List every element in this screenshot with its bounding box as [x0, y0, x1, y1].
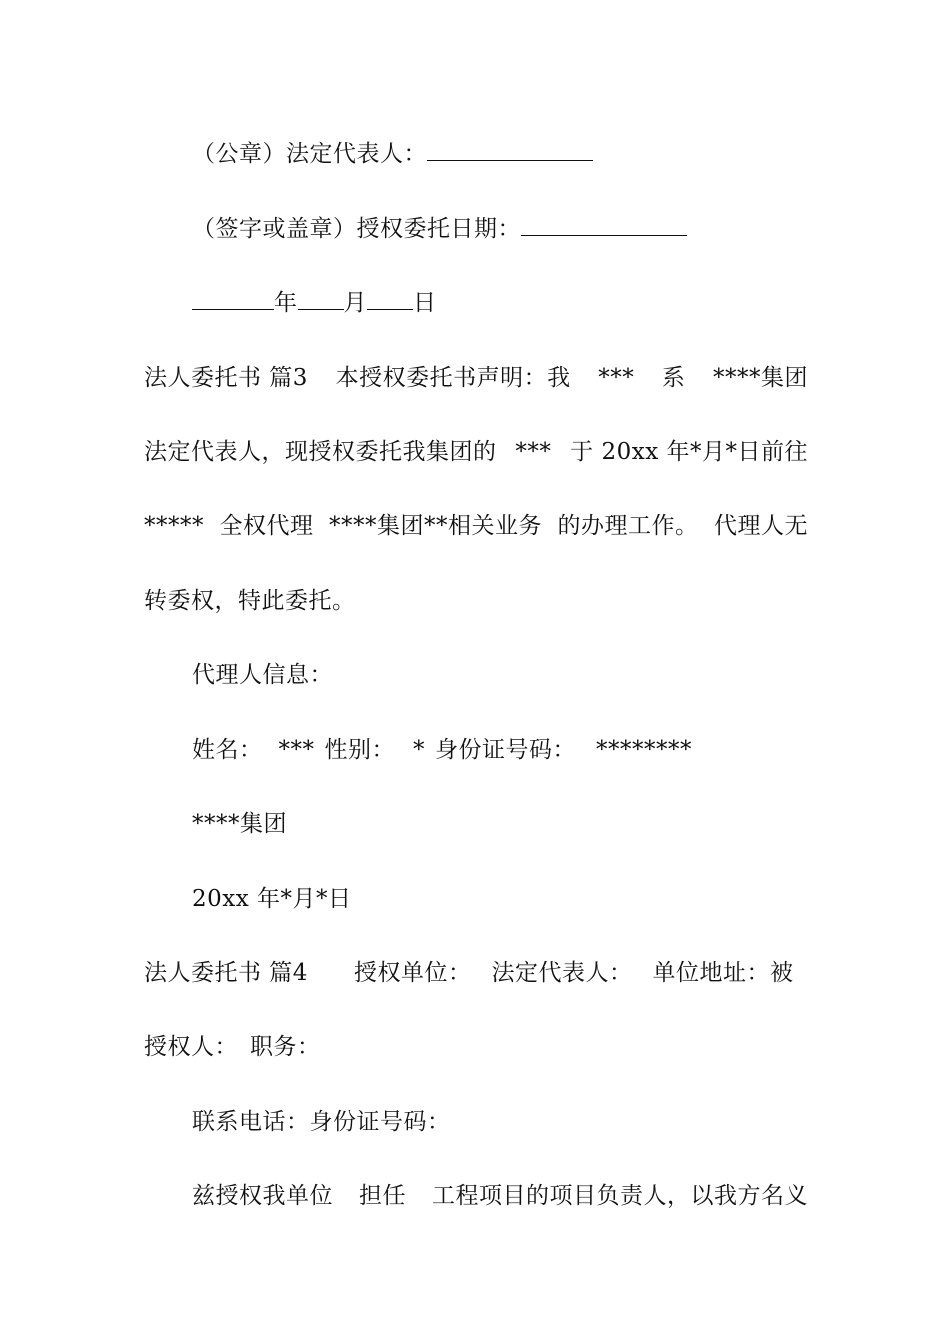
part4-text: 担任 [359, 1183, 406, 1209]
part3-text: 法定代表人，现授权委托我集团的 [144, 439, 497, 465]
contact-line: 联系电话：身份证号码： [192, 1109, 451, 1135]
part3-line-1 [144, 362, 808, 394]
day-blank [367, 287, 413, 310]
part4-heading: 法人委托书 篇4 [144, 960, 308, 986]
part3-text: 本授权委托书声明：我 [335, 365, 571, 391]
id-label: 身份证号码： [435, 737, 576, 763]
signature-blank [427, 138, 593, 161]
seal-label: （公章）法定代表人： [192, 141, 427, 167]
part3-text: ****集团 [712, 365, 808, 391]
company-name: ****集团 [192, 811, 287, 837]
part4-text: 单位地址：被 [652, 960, 794, 986]
part3-text: 于 20xx 年*月*日前往 [570, 439, 808, 465]
date-blank [521, 213, 687, 236]
part4-text: 兹授权我单位 [192, 1183, 333, 1209]
part3-text: ***** [144, 513, 204, 539]
part3-text: 系 [661, 365, 686, 391]
part3-date: 20xx 年*月*日 [192, 886, 352, 912]
day-label: 日 [413, 290, 437, 316]
part3-text: *** [515, 439, 552, 465]
year-label: 年 [274, 290, 298, 316]
month-blank [298, 287, 344, 310]
part4-text: 法定代表人： [491, 960, 633, 986]
date-fill-line [192, 287, 808, 319]
part3-text: 代理人无 [714, 513, 808, 539]
gender-value: * [413, 737, 425, 763]
authorize-line [192, 1180, 808, 1212]
part3-line-4: 转委权，特此委托。 [144, 588, 356, 614]
agent-info-line [192, 734, 808, 766]
part3-line-3 [144, 510, 808, 542]
part3-text: ****集团**相关业务 [329, 513, 542, 539]
agent-info-title: 代理人信息： [192, 662, 333, 688]
part3-text: 全权代理 [219, 513, 314, 539]
part3-text: 的办理工作。 [557, 513, 699, 539]
gender-label: 性别： [324, 737, 395, 763]
sign-date-line [192, 213, 808, 245]
sign-label: （签字或盖章）授权委托日期： [192, 216, 521, 242]
name-label: 姓名： [192, 737, 263, 763]
part3-heading: 法人委托书 篇3 [144, 365, 308, 391]
seal-signature-line [192, 138, 808, 170]
part4-text: 授权单位： [353, 960, 472, 986]
part3-text: *** [598, 365, 635, 391]
part4-line-1 [144, 957, 808, 989]
part4-line-2 [144, 1031, 808, 1063]
part3-line-2 [144, 436, 808, 468]
name-value: *** [278, 737, 315, 763]
part4-text: 授权人： [144, 1034, 238, 1060]
id-value: ******** [596, 737, 692, 763]
part4-text: 职务： [250, 1034, 321, 1060]
part4-text: 工程项目的项目负责人，以我方名义 [432, 1183, 808, 1209]
month-label: 月 [343, 290, 367, 316]
year-blank [192, 287, 274, 310]
